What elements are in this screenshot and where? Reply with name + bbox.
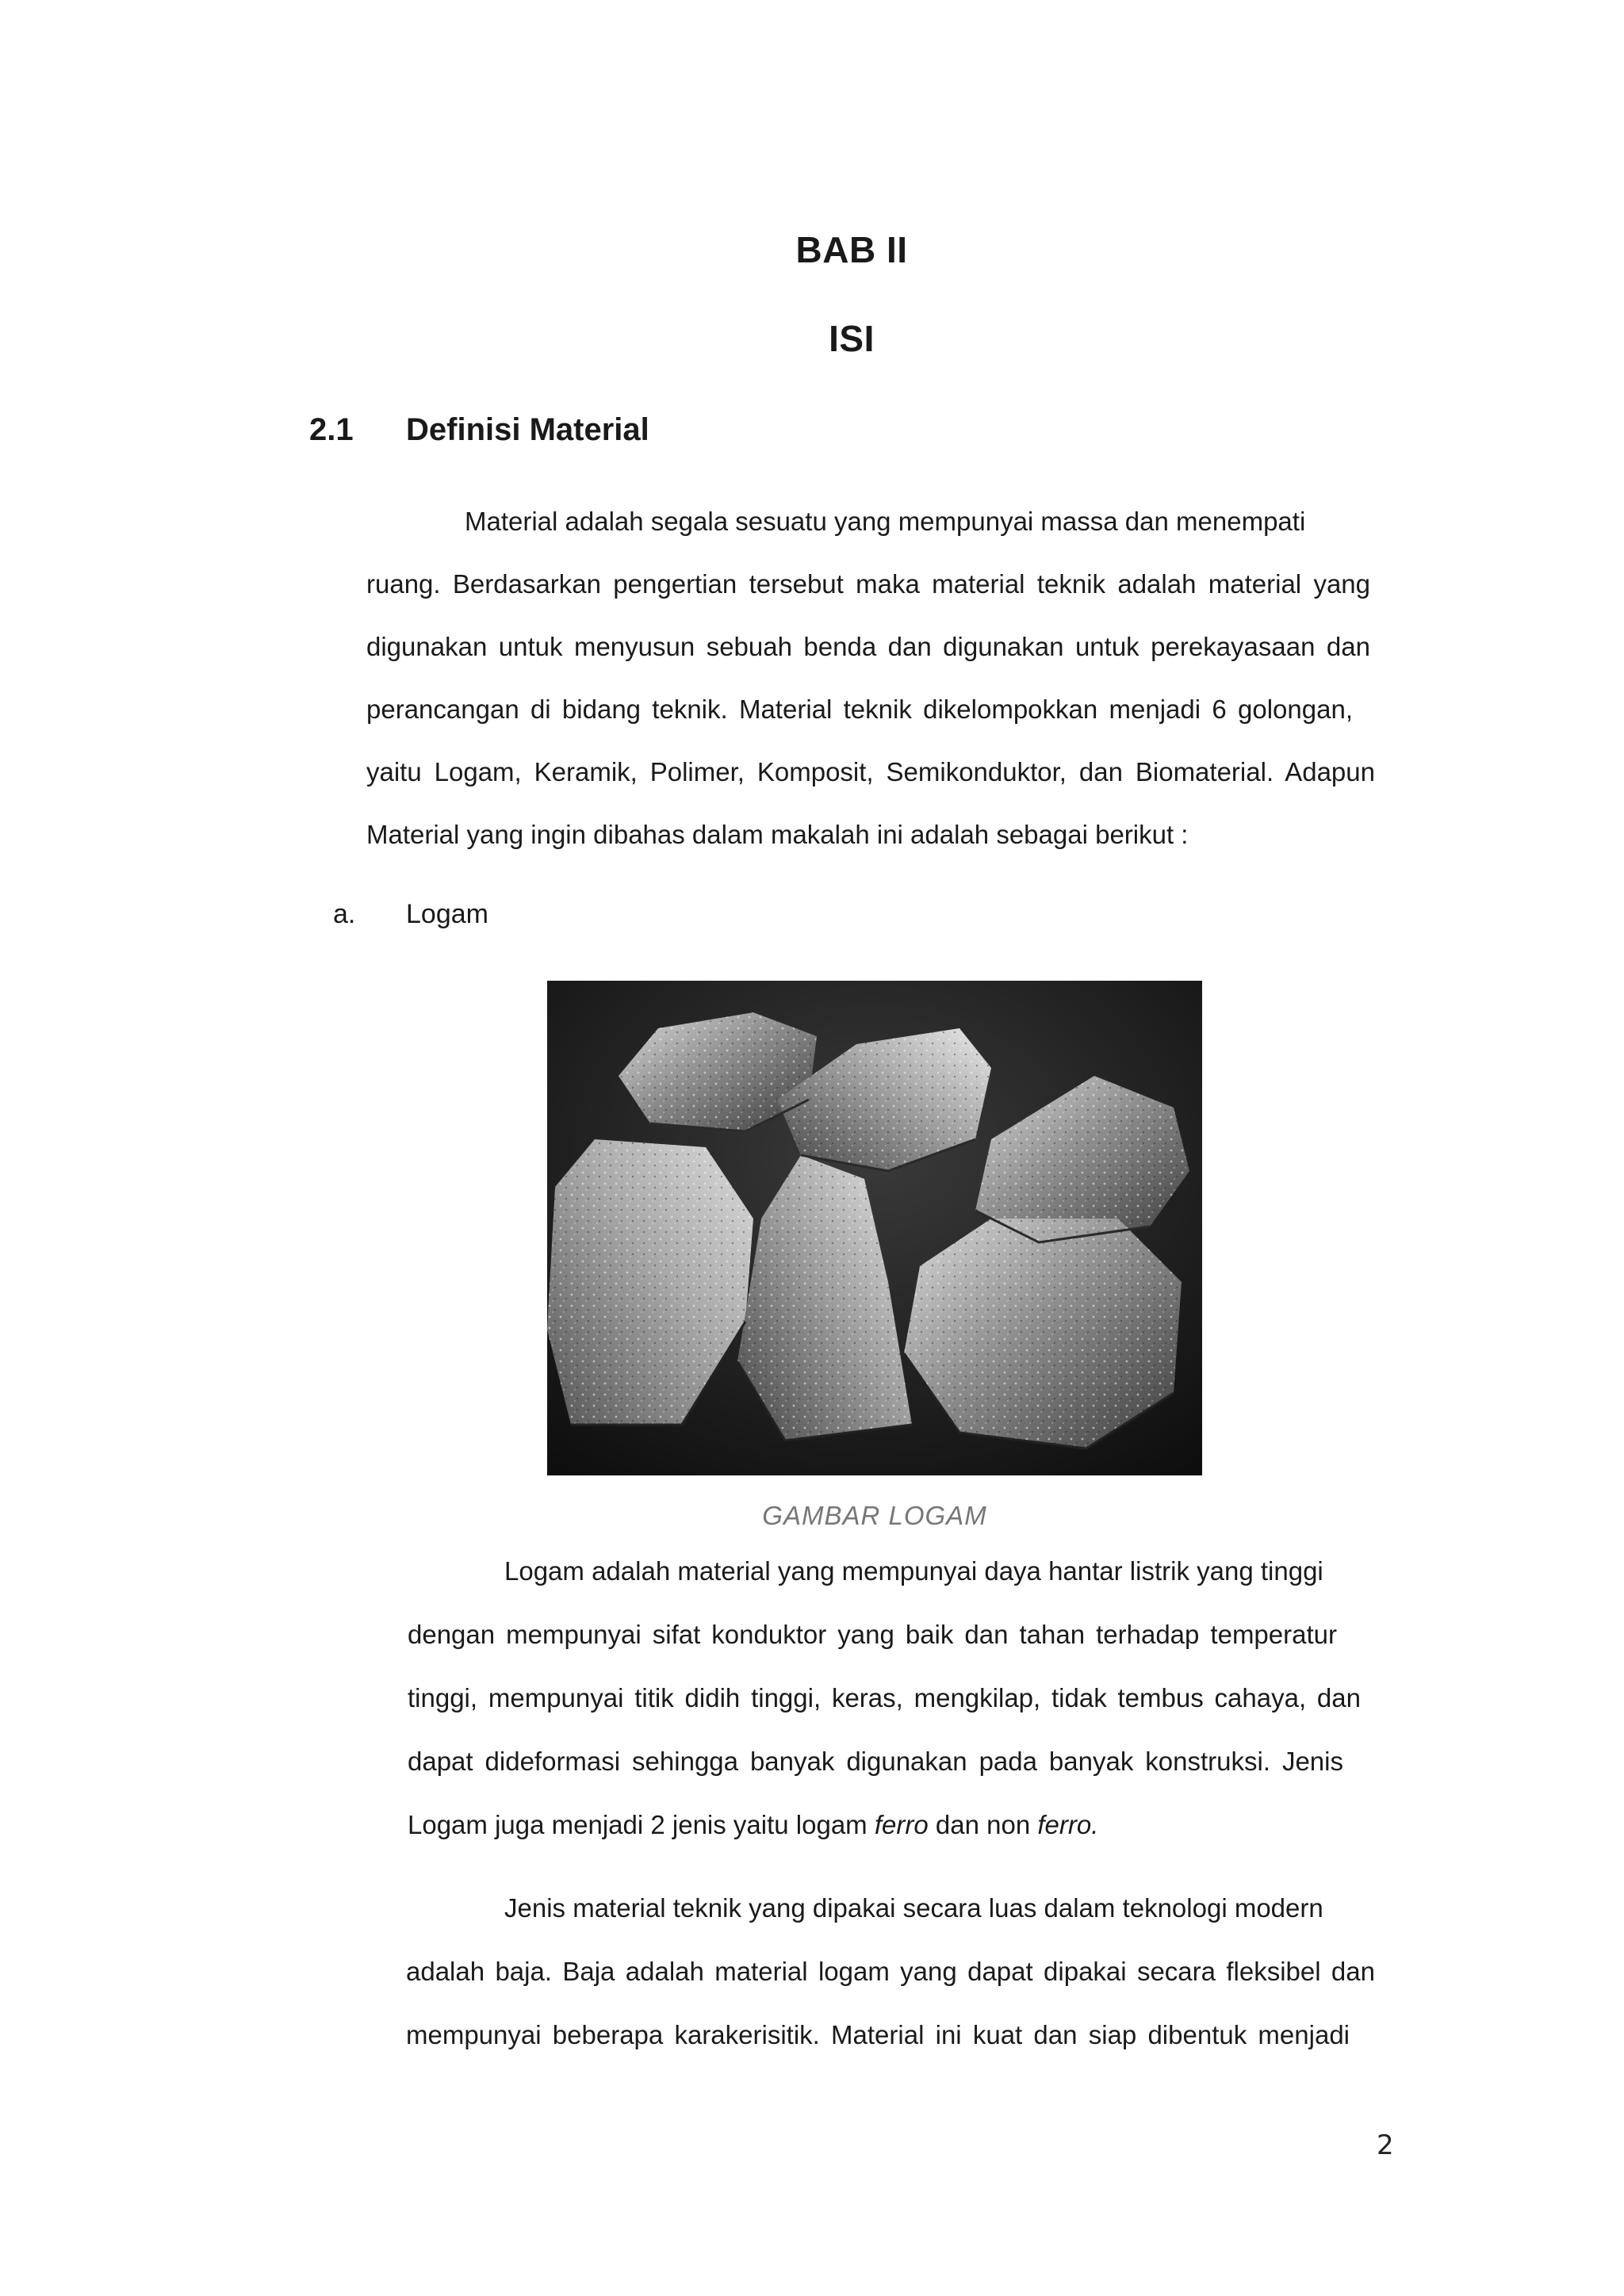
section-title: Definisi Material <box>406 412 649 447</box>
paragraph1-line-2: ruang. Berdasarkan pengertian tersebut maka material teknik adalah material yang <box>366 569 1370 599</box>
paragraph3-line-3: mempunyai beberapa karakerisitik. Material ini kuat dan siap dibentuk menjadi <box>406 2020 1350 2049</box>
paragraph2-line-5-text-b: dan non <box>935 1810 1031 1839</box>
paragraph1-line-5: yaitu Logam, Keramik, Polimer, Komposit, Semikonduktor, dan Biomaterial. Adapun <box>366 757 1375 786</box>
paragraph3-line-1: Jenis material teknik yang dipakai secara luas dalam teknologi modern <box>504 1893 1323 1923</box>
paragraph1-line-6: Material yang ingin dibahas dalam makalah ini adalah sebagai berikut : <box>366 820 1189 849</box>
chapter-number: BAB II <box>795 229 908 270</box>
paragraph1-line-1: Material adalah segala sesuatu yang mempunyai massa dan menempati <box>465 507 1306 536</box>
paragraph2-line-5 <box>408 1809 1098 1841</box>
term-ferro: ferro <box>874 1810 929 1839</box>
paragraph3-line-2: adalah baja. Baja adalah material logam yang dapat dipakai secara fleksibel dan <box>406 1957 1375 1986</box>
paragraph1-line-3: digunakan untuk menyusun sebuah benda dan digunakan untuk perekayasaan dan <box>366 632 1370 661</box>
metal-ore-image <box>547 981 1202 1475</box>
section-number: 2.1 <box>309 412 354 447</box>
term-ferro-2: ferro. <box>1037 1810 1099 1839</box>
paragraph1-line-4: perancangan di bidang teknik. Material teknik dikelompokkan menjadi 6 golongan, <box>366 695 1353 724</box>
chapter-title: ISI <box>829 318 875 359</box>
list-item-label: Logam <box>406 899 488 929</box>
page-number: 2 <box>1377 2130 1394 2161</box>
paragraph2-line-3: tinggi, mempunyai titik didih tinggi, keras, mengkilap, tidak tembus cahaya, dan <box>408 1683 1361 1712</box>
paragraph2-line-2: dengan mempunyai sifat konduktor yang baik dan tahan terhadap temperatur <box>408 1620 1337 1649</box>
paragraph2-line-5-text: Logam juga menjadi 2 jenis yaitu logam <box>408 1810 868 1839</box>
figure-caption: GAMBAR LOGAM <box>762 1501 987 1530</box>
paragraph2-line-4: dapat dideformasi sehingga banyak digunakan pada banyak konstruksi. Jenis <box>408 1747 1343 1776</box>
paragraph2-line-1: Logam adalah material yang mempunyai daya hantar listrik yang tinggi <box>504 1556 1323 1586</box>
list-item-marker: a. <box>333 899 356 929</box>
